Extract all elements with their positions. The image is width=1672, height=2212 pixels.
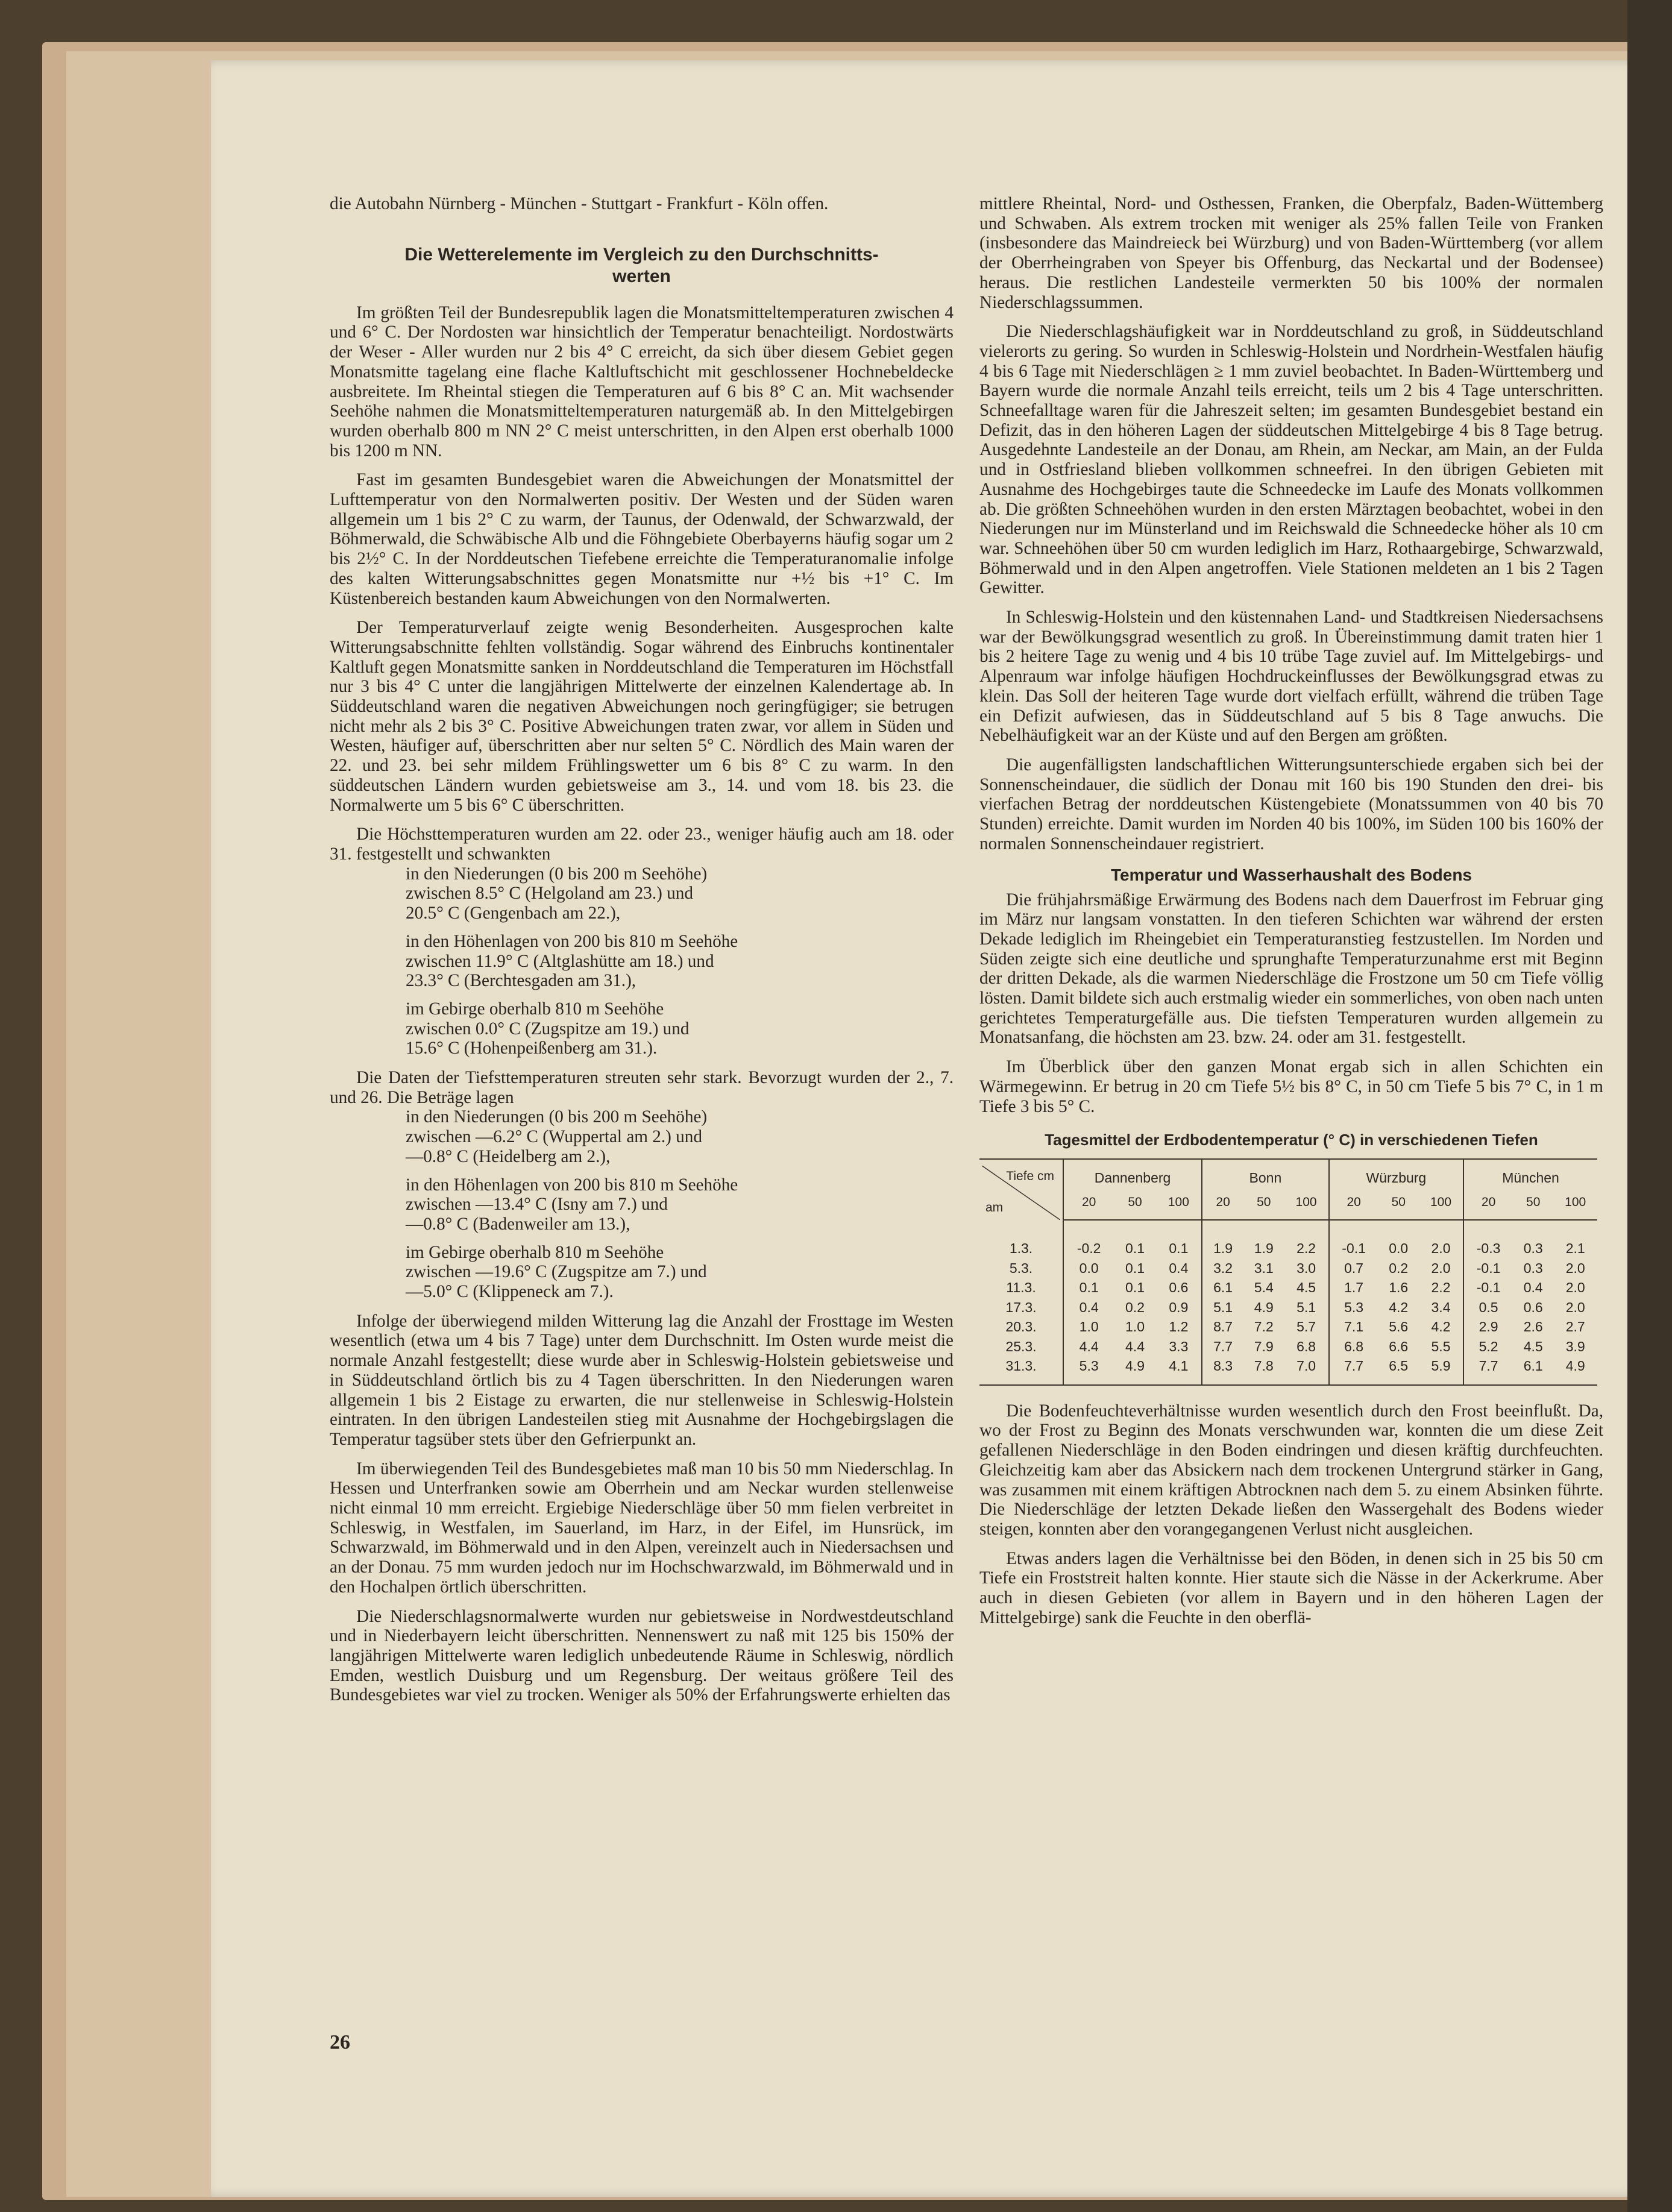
paragraph: Fast im gesamten Bundesgebiet waren die Abweichungen der Monatsmittel der Lufttemperatur von den Normalwerten positiv. Der Westen und der Süden waren allgemein um 1 bis 2° C zu warm, der Taunus, der Odenwald, der Schwarzwald, der Böhmerwald, die Schwäbische Alb und die Föhngebiete Oberbayerns häufig sogar um 2 bis 2½° C. In der Norddeutschen Tiefebene erreichte die Temperaturanomalie infolge des kalten Witterungsabschnittes gegen Monatsmitte nur +½ bis +1° C. Im Küstenbereich bestanden kaum Abweichungen von den Normalwerten. [330,470,954,608]
paragraph: Die Niederschlagshäufigkeit war in Norddeutschland zu groß, in Süddeutschland vielerorts zu gering. So wurden in Schleswig-Holstein und Nordrhein-Westfalen häufig 4 bis 6 Tage mit Niederschlägen ≥ 1 mm zuviel beobachtet. In Baden-Württemberg und Bayern wurde die normale Anzahl teils erreicht, teils um 2 bis 4 Tage unterschritten. Schneefalltage waren für die Jahreszeit selten; im gesamten Bundesgebiet bestand ein Defizit, das in den höheren Lagen der süddeutschen Mittelgebirge 4 bis 8 Tage betrug. Ausgedehnte Landesteile an der Donau, am Rhein, am Neckar, am Main, an der Fulda und in Ostfriesland blieben vollkommen schneefrei. In den übrigen Gebieten mit Ausnahme des Hochgebirges taute die Schneedecke im Laufe des Monats vollkommen ab. Die größten Schneehöhen wurden in den ersten Märztagen beobachtet, wobei in den Niederungen nur im Münsterland und im Reichswald die Schneedecke höher als 10 cm war. Schneehöhen über 50 cm wurden lediglich im Harz, Rothaargebirge, Schwarzwald, Böhmerwald und in den Alpen angetroffen. Viele Stationen meldeten an 1 bis 2 Tagen Gewitter. [979,322,1603,598]
depth-header: 100 [1156,1190,1202,1220]
list-item: zwischen 8.5° C (Helgoland am 23.) und [406,884,693,903]
temperature-cell: 5.2 [1463,1337,1513,1357]
table-row [979,1220,1597,1258]
temperature-cell: 2.9 [1463,1317,1513,1337]
temperature-cell: 5.1 [1296,1299,1316,1315]
temperature-cell: 0.2 [1125,1299,1145,1315]
temperature-cell: 7.9 [1254,1338,1274,1354]
temperature-cell: 7.2 [1254,1319,1274,1335]
temperature-cell: 2.0 [1565,1280,1585,1296]
temperature-cell: 5.5 [1431,1338,1451,1354]
paragraph: Die Niederschlagsnormalwerte wurden nur gebietsweise in Nordwestdeutschland und in Niederbayern leicht überschritten. Nennenswert zu naß mit 125 bis 150% der langjährigen Mittelwerte waren lediglich unbedeutende Räume in Schleswig, nördlich Emden, westlich Duisburg und um Regensburg. Der weitaus größere Teil des Bundesgebietes war viel zu trocken. Weniger als 50% der Erfahrungswerte erhielten das [330,1606,954,1705]
temperature-cell: -0.2 [1063,1220,1114,1258]
depth-header: 20 [1463,1190,1513,1220]
table-row [979,1278,1597,1298]
temperature-cell: 0.0 [1063,1258,1114,1278]
temperature-cell: 3.9 [1565,1338,1585,1354]
page-number: 26 [330,2031,350,2053]
depth-header: 50 [1378,1190,1419,1220]
paragraph: Die Bodenfeuchteverhältnisse wurden wesentlich durch den Frost beeinflußt. Da, wo der Frost zu Beginn des Monats verschwunden war, konnten die um diese Zeit gefallenen Niederschläge in den Boden eindringen und diesen kräftig durchfeuchten. Gleichzeitig kam aber das Absickern nach dem trockenen Untergrund stärker in Gang, was zusammen mit einem kräftigen Abtrocknen nach dem 5. zu einem Absinken führte. Die Niederschläge der letzten Dekade ließen den Wassergehalt des Bodens wieder steigen, konnten aber den vorangegangenen Verlust nicht ausgleichen. [979,1401,1603,1539]
temperature-cell: 5.4 [1254,1280,1274,1296]
temperature-cell: 2.2 [1431,1280,1451,1296]
temperature-cell: 7.8 [1243,1356,1284,1385]
station-header: Dannenberg [1063,1159,1202,1190]
table-corner [979,1159,1063,1220]
temperature-cell: 6.8 [1296,1338,1316,1354]
corner-date-label: am [985,1200,1004,1214]
table-row [979,1356,1597,1385]
temperature-cell: 3.4 [1431,1299,1451,1315]
temperature-cell: 0.0 [1389,1240,1409,1257]
table-title: Tagesmittel der Erdbodentemperatur (° C) in verschiedenen Tiefen [1045,1131,1538,1149]
list-item: —0.8° C (Heidelberg am 2.), [406,1146,611,1166]
temperature-cell: 8.3 [1202,1356,1243,1385]
temperature-cell: 0.1 [1125,1240,1145,1257]
temperature-cell: 1.2 [1169,1319,1189,1335]
paragraph: die Autobahn Nürnberg - München - Stuttgart - Frankfurt - Köln offen. [330,194,829,213]
book-spine [1627,0,1672,2212]
section-heading: Temperatur und Wasserhaushalt des Bodens [1110,865,1472,884]
depth-header: 50 [1513,1190,1553,1220]
paragraph: Infolge der überwiegend milden Witterung lag die Anzahl der Frosttage im Westen wesentlich (etwa um 4 bis 7 Tage) unter dem Durchschnitt. Im Osten wurde meist die normale Anzahl festgestellt; diese wurde aber in Schleswig-Holstein gebietsweise und in Süddeutschland örtlich bis zu 4 Tagen überschritten. In den Niederungen waren allgemein 1 bis 2 Eistage zu erwarten, die nur stellenweise in Schleswig-Holstein eintraten. In den übrigen Landesteilen stieg mit Ausnahme der Hochgebirgslagen die Temperatur tagsüber stets über den Gefrierpunkt an. [330,1311,954,1449]
temperature-cell: 4.4 [1125,1338,1145,1354]
left-column [330,194,954,1705]
temperature-cell: -0.3 [1463,1220,1513,1258]
depth-header: 100 [1419,1190,1463,1220]
temperature-cell: 2.7 [1565,1319,1585,1335]
list-item: im Gebirge oberhalb 810 m Seehöhe [406,1242,664,1262]
temperature-cell: 0.5 [1463,1298,1513,1318]
temperature-cell: 4.9 [1254,1299,1274,1315]
temperature-cell: 0.1 [1169,1240,1189,1257]
paragraph: Die Daten der Tiefsttemperaturen streuten sehr stark. Bevorzugt wurden der 2., 7. und 26. Die Beträge lagen [330,1068,954,1107]
temperature-cell: 6.1 [1513,1356,1553,1385]
depth-header: 50 [1243,1190,1284,1220]
temperature-cell: 2.0 [1565,1299,1585,1315]
temperature-cell: 1.9 [1202,1220,1243,1258]
depth-header: 20 [1329,1190,1378,1220]
temperature-cell: 0.4 [1169,1260,1189,1276]
temperature-cell: 1.9 [1254,1240,1274,1257]
list-item: zwischen 0.0° C (Zugspitze am 19.) und [406,1019,690,1038]
temperature-cell: 2.1 [1565,1240,1585,1257]
list-item: zwischen 11.9° C (Altglashütte am 18.) und [406,951,714,971]
temperature-cell: 1.7 [1329,1278,1378,1298]
corner-depth-label: Tiefe cm [1006,1169,1054,1184]
temperature-cell: 2.0 [1431,1240,1451,1257]
paragraph: Im größten Teil der Bundesrepublik lagen die Monatsmitteltemperaturen zwischen 4 und 6° C. Der Nordosten war hinsichtlich der Temperatur benachteiligt. Nordostwärts der Weser - Aller wurden nur 2 bis 4° C erreicht, da sich über diesem Gebiet gegen Monatsmitte tagelang eine flache Kaltluftschicht mit geschlossener Hochnebeldecke ausbreitete. Im Rheintal stiegen die Temperaturen auf 6 bis 8° C an. Mit wachsender Seehöhe nahmen die Monatsmitteltemperaturen naturgemäß ab. In den Mittelgebirgen wurden oberhalb 800 m NN 2° C meist unterschritten, in den Alpen erst oberhalb 1000 bis 1200 m NN. [330,303,954,460]
date-cell: 20.3. [1005,1319,1037,1335]
date-cell: 17.3. [1005,1299,1037,1315]
temperature-cell: 3.3 [1169,1338,1189,1354]
paragraph: Im überwiegenden Teil des Bundesgebietes maß man 10 bis 50 mm Niederschlag. In Hessen und Unterfranken sowie am Oberrhein und am Neckar wurden stellenweise nicht einmal 10 mm erreicht. Ergiebige Niederschläge über 50 mm fielen verbreitet in Schleswig, in Westfalen, im Sauerland, im Harz, in der Eifel, im Hunsrück, im Schwarzwald, im Böhmerwald und in den Alpen, vereinzelt auch in Niedersachsen und an der Donau. 75 mm wurden jedoch nur im Hochschwarzwald, im Böhmerwald und in den Hochalpen örtlich überschritten. [330,1459,954,1597]
temperature-cell: 0.9 [1169,1299,1189,1315]
temperature-cell: 6.8 [1329,1337,1378,1357]
temperature-cell: 6.5 [1378,1356,1419,1385]
paragraph: Die Höchsttemperaturen wurden am 22. oder 23., weniger häufig auch am 18. oder 31. festgestellt und schwankten [330,825,954,864]
paragraph: In Schleswig-Holstein und den küstennahen Land- und Stadtkreisen Niedersachsens war der Bewölkungsgrad wesentlich zu groß. In Übereinstimmung damit traten hier 1 bis 2 heitere Tage zu wenig und 4 bis 10 trübe Tage zuviel auf. Im Mittelgebirgs- und Alpenraum war infolge häufigen Hochdruckeinflusses der Bewölkungsgrad etwas zu klein. Das Soll der heiteren Tage wurde dort vielfach erfüllt, während die trüben Tage ein Defizit aufwiesen, das in Süddeutschland auf 5 bis 8 Tage anwuchs. Die Nebelhäufigkeit war an der Küste und auf den Bergen am größten. [979,608,1603,746]
depth-header: 50 [1114,1190,1155,1220]
paragraph: mittlere Rheintal, Nord- und Osthessen, Franken, die Oberpfalz, Baden-Wüttemberg und Schwaben. Als extrem trocken mit weniger als 25% fallen Teile von Franken (insbesondere das Maindreieck bei Würzburg) und von Baden-Württemberg (vor allem der Oberrheingraben von Speyer bis Offenburg, das Neckartal und der Bodensee) heraus. Die restlichen Landesteile vermerkten 50 bis 100% der normalen Niederschlagssummen. [979,194,1603,312]
temperature-cell: -0.1 [1463,1258,1513,1278]
right-column [979,194,1603,1627]
date-cell: 31.3. [979,1356,1063,1385]
temperature-cell: 1.6 [1389,1280,1409,1296]
table-row [979,1337,1597,1357]
temperature-cell: 0.4 [1523,1280,1543,1296]
list-item: zwischen —13.4° C (Isny am 7.) und [406,1195,668,1214]
table-row [979,1258,1597,1278]
temperature-cell: 5.3 [1329,1298,1378,1318]
depth-header: 20 [1063,1190,1114,1220]
temperature-cell: 5.6 [1389,1319,1409,1335]
temperature-cell: 4.1 [1156,1356,1202,1385]
temperature-cell: -0.1 [1463,1278,1513,1298]
list-item: —5.0° C (Klippeneck am 7.). [406,1282,614,1302]
temperature-cell: 7.7 [1202,1337,1243,1357]
list-item: 23.3° C (Berchtesgaden am 31.), [406,971,636,991]
temperature-cell: 4.9 [1553,1356,1597,1385]
temperature-cell: 2.2 [1296,1240,1316,1257]
list-item: —0.8° C (Badenweiler am 13.), [406,1214,630,1234]
list-item: zwischen —6.2° C (Wuppertal am 2.) und [406,1127,702,1147]
temperature-cell: 7.7 [1329,1356,1378,1385]
list-item: 15.6° C (Hohenpeißenberg am 31.). [406,1038,658,1058]
temperature-cell: 7.7 [1463,1356,1513,1385]
temperature-cell: 0.6 [1169,1280,1189,1296]
depth-header: 100 [1284,1190,1328,1220]
temperature-cell: 5.7 [1296,1319,1316,1335]
temperature-cell: 8.7 [1202,1317,1243,1337]
station-header: Würzburg [1329,1159,1463,1190]
temperature-cell: 0.1 [1063,1278,1114,1298]
temperature-cell: 5.3 [1063,1356,1114,1385]
station-header: Bonn [1202,1159,1329,1190]
list-item: 20.5° C (Gengenbach am 22.), [406,903,621,923]
temperature-cell: 3.2 [1202,1258,1243,1278]
temperature-cell: 0.4 [1063,1298,1114,1318]
temperature-cell: 6.6 [1389,1338,1409,1354]
temperature-cell: 5.1 [1202,1298,1243,1318]
temperature-cell: 1.0 [1063,1317,1114,1337]
depth-header: 100 [1553,1190,1597,1220]
temperature-cell: 4.2 [1389,1299,1409,1315]
temperature-cell: 0.6 [1523,1299,1543,1315]
temperature-cell: 2.0 [1565,1260,1585,1276]
temperature-cell: 4.5 [1296,1280,1316,1296]
temperature-cell: 1.0 [1125,1319,1145,1335]
paragraph: Die frühjahrsmäßige Erwärmung des Bodens nach dem Dauerfrost im Februar ging im März nur langsam vonstatten. In den tieferen Schichten war während der ersten Dekade lediglich im Rheingebiet ein Temperaturanstieg festzustellen. Im Norden und Süden zeigte sich eine deutliche und sprunghafte Temperaturzunahme erst mit Beginn der dritten Dekade, als die warmen Niederschläge die Frostzone um 50 cm Tiefe völlig lösten. Damit bildete sich auch erstmalig wieder ein sommerliches, von oben nach unten gerichtetes Temperaturgefälle aus. Die tiefsten Temperaturen wurden allgemein zu Monatsanfang, die höchsten am 23. bzw. 24. oder am 31. festgestellt. [979,890,1603,1048]
temperature-cell: 4.9 [1114,1356,1155,1385]
temperature-cell: 7.0 [1284,1356,1328,1385]
temperature-cell: 5.9 [1419,1356,1463,1385]
list-item: im Gebirge oberhalb 810 m Seehöhe [406,999,664,1019]
temperature-cell: 4.2 [1431,1319,1451,1335]
list-item: in den Höhenlagen von 200 bis 810 m Seehöhe [406,1175,738,1195]
date-cell: 11.3. [1006,1280,1036,1296]
temperature-cell: 0.1 [1125,1280,1145,1296]
table-row [979,1298,1597,1318]
temperature-cell: 0.7 [1329,1258,1378,1278]
temperature-cell: 4.4 [1063,1337,1114,1357]
section-heading: Die Wetterelemente im Vergleich zu den Durchschnitts-werten [404,244,879,286]
temperature-cell: 3.1 [1254,1260,1274,1276]
list-item: in den Höhenlagen von 200 bis 810 m Seehöhe [406,931,738,951]
date-cell: 1.3. [1009,1240,1033,1256]
temperature-cell: 0.3 [1523,1240,1543,1257]
temperature-cell: 2.6 [1523,1319,1543,1335]
list-item: zwischen —19.6° C (Zugspitze am 7.) und [406,1262,707,1282]
table-row [979,1317,1597,1337]
paragraph: Im Überblick über den ganzen Monat ergab sich in allen Schichten ein Wärmegewinn. Er betrug in 20 cm Tiefe 5½ bis 8° C, in 50 cm Tiefe 5 bis 7° C, in 1 m Tiefe 3 bis 5° C. [979,1057,1603,1116]
list-item: in den Niederungen (0 bis 200 m Seehöhe) [406,864,708,884]
paragraph: Etwas anders lagen die Verhältnisse bei den Böden, in denen sich in 25 bis 50 cm Tiefe ein Froststreit halten konnte. Hier staute sich die Nässe in der Ackerkrume. Aber auch in diesen Gebieten (vor allem in Bayern und in den höheren Lagen der Mittelgebirge) sank die Feuchte in den oberflä- [979,1548,1603,1627]
date-cell: 5.3. [1009,1260,1033,1276]
temperature-cell: 6.1 [1202,1278,1243,1298]
soil-temperature-table [979,1158,1597,1386]
paragraph: Die augenfälligsten landschaftlichen Witterungsunterschiede ergaben sich bei der Sonnenscheindauer, die südlich der Donau mit 160 bis 190 Stunden den drei- bis vierfachen Betrag der norddeutschen Küstengebiete (Monatssummen von 40 bis 70 Stunden) erreichte. Damit wurden im Norden 40 bis 100%, im Süden 100 bis 160% der normalen Sonnenscheindauer registriert. [979,755,1603,853]
temperature-cell: 0.3 [1523,1260,1543,1276]
temperature-cell: 7.1 [1329,1317,1378,1337]
list-item: in den Niederungen (0 bis 200 m Seehöhe) [406,1107,708,1127]
temperature-cell: 3.0 [1296,1260,1316,1276]
temperature-cell: 4.5 [1523,1338,1543,1354]
temperature-cell: 0.1 [1125,1260,1145,1276]
paragraph: Der Temperaturverlauf zeigte wenig Besonderheiten. Ausgesprochen kalte Witterungsabschnitte fehlten vollständig. Sogar während des Einbruchs kontinentaler Kaltluft gegen Monatsmitte sanken in Norddeutschland die Temperaturen im Höchstfall nur 3 bis 4° C unter die langjährigen Mittelwerte der einzelnen Kalendertage ab. In Süddeutschland waren die negativen Abweichungen noch geringfügiger; sie betrugen nicht mehr als 2 bis 3° C. Positive Abweichungen traten zwar, vor allem in Süden und Westen, häufiger auf, überschritten aber nur selten 5° C. Nördlich des Main waren der 22. und 23. bei sehr mildem Frühlingswetter um 6 bis 8° C zu warm. In den süddeutschen Ländern wurden gebietsweise am 3., 14. und vom 18. bis 23. die Normalwerte um 5 bis 6° C überschritten. [330,618,954,815]
temperature-cell: -0.1 [1329,1220,1378,1258]
depth-header: 20 [1202,1190,1243,1220]
temperature-cell: 0.2 [1389,1260,1409,1276]
date-cell: 25.3. [1005,1338,1037,1354]
temperature-cell: 2.0 [1431,1260,1451,1276]
station-header: München [1463,1159,1597,1190]
